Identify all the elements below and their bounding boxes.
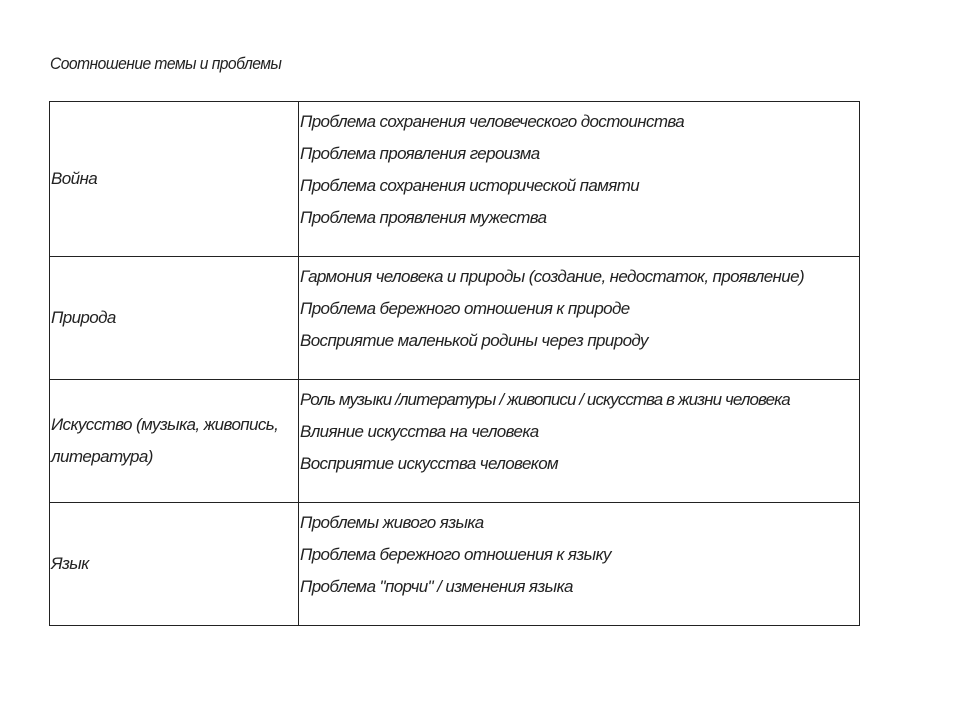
- table-row: [50, 102, 860, 257]
- theme-label: Природа: [51, 308, 116, 327]
- problem-item: Проблема проявления героизма: [300, 144, 540, 163]
- problem-item: Проблема сохранения исторической памяти: [300, 176, 640, 195]
- problem-item: Восприятие маленькой родины через природу: [300, 331, 648, 350]
- problem-item: Восприятие искусства человеком: [300, 454, 559, 473]
- problem-list: [299, 102, 859, 234]
- table-row: [50, 257, 860, 380]
- problems-cell: [299, 380, 860, 503]
- problem-list: [299, 257, 859, 357]
- problem-list: [299, 380, 859, 480]
- problems-cell: [299, 257, 860, 380]
- problem-item: Роль музыки /литературы / живописи / искусства в жизни человека: [300, 390, 790, 409]
- problems-cell: [299, 503, 860, 626]
- problem-item: Проблемы живого языка: [300, 513, 484, 532]
- table-row: [50, 380, 860, 503]
- problem-item: Проблема "порчи" / изменения языка: [300, 577, 573, 596]
- problem-item: Проблема бережного отношения к природе: [300, 299, 630, 318]
- problem-item: Проблема проявления мужества: [300, 208, 547, 227]
- theme-label: Война: [51, 169, 98, 188]
- theme-problem-table: [49, 101, 860, 626]
- theme-label: Искусство (музыка, живопись, литература): [51, 415, 279, 466]
- problem-list: [299, 503, 859, 603]
- theme-cell: [50, 380, 299, 503]
- theme-cell: [50, 503, 299, 626]
- problems-cell: [299, 102, 860, 257]
- table-row: [50, 503, 860, 626]
- theme-cell: [50, 102, 299, 257]
- problem-item: Гармония человека и природы (создание, недостаток, проявление): [300, 267, 805, 286]
- theme-label: Язык: [51, 554, 89, 573]
- problem-item: Проблема сохранения человеческого достоинства: [300, 112, 685, 131]
- problem-item: Влияние искусства на человека: [300, 422, 539, 441]
- theme-cell: [50, 257, 299, 380]
- problem-item: Проблема бережного отношения к языку: [300, 545, 611, 564]
- page-title: Соотношение темы и проблемы: [50, 54, 282, 73]
